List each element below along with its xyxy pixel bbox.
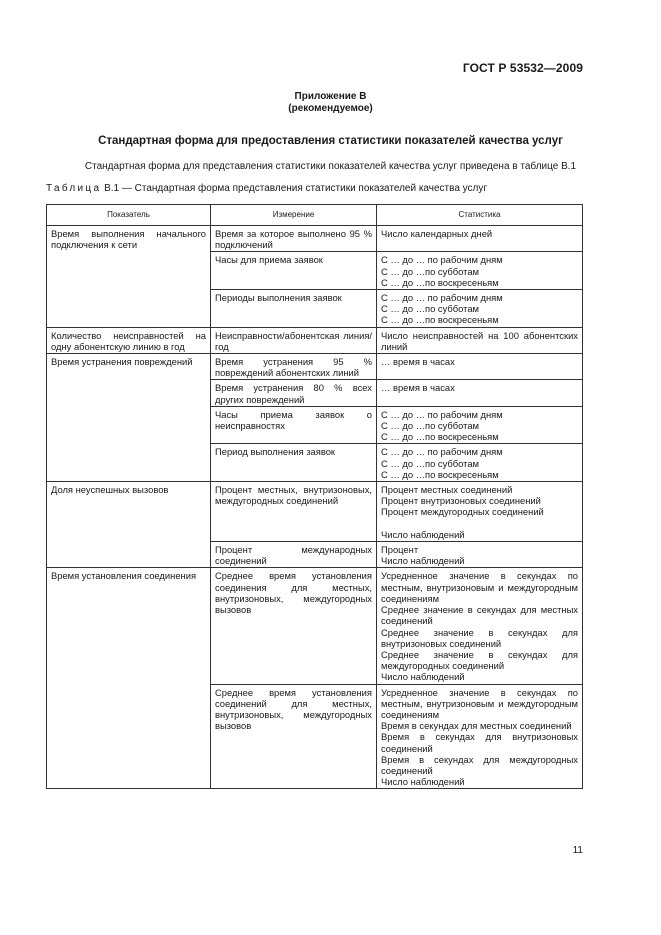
indicator-cell: Время выполнения начального подключения к сети [47, 226, 211, 328]
appendix-title [0, 91, 661, 115]
statistic-line: С … до … по рабочим дням [381, 254, 503, 266]
table-row [47, 568, 583, 684]
indicator-cell: Время установления соединения [47, 568, 211, 789]
statistic-line: С … до …по воскресеньям [381, 468, 499, 480]
statistic-line: С … до …по субботам [381, 265, 479, 277]
indicator-cell: Количество неисправностей на одну абонентскую линию в год [47, 327, 211, 353]
statistics-cell [377, 226, 583, 252]
statistic-line: Число наблюдений [381, 671, 465, 683]
statistic-line: С … до …по субботам [381, 420, 479, 432]
statistic-line: Число неисправностей на 100 абонентских линий [381, 329, 578, 352]
statistic-line: С … до …по воскресеньям [381, 431, 499, 443]
page-number: 11 [572, 845, 583, 856]
table-row [47, 226, 583, 252]
statistic-line: Число наблюдений [381, 555, 465, 567]
table-row [47, 482, 583, 542]
table-header-row [47, 205, 583, 226]
table-row [47, 327, 583, 353]
measure-cell: Неисправности/абонентская линия/год [211, 327, 377, 353]
column-header: Статистика [377, 205, 583, 226]
measure-cell: Часы приема заявок о неисправностях [211, 406, 377, 444]
statistics-cell [377, 380, 583, 406]
measure-cell: Время за которое выполнено 95 % подключений [211, 226, 377, 252]
statistic-line: С … до …по субботам [381, 457, 479, 469]
measure-cell: Время устранения 80 % всех других повреждений [211, 380, 377, 406]
statistic-line: Среднее значение в секундах для междугородных соединений [381, 648, 578, 672]
measure-cell: Среднее время установления соединений для местных, внутризоновых, междугородных вызовов [211, 684, 377, 789]
measure-cell: Часы для приема заявок [211, 252, 377, 290]
table-caption-text: В.1 — Стандартная форма представления статистики показателей качества услуг [101, 183, 488, 194]
statistics-cell [377, 252, 583, 290]
statistic-line: Время в секундах для местных соединений [381, 720, 572, 732]
statistic-line: Время в секундах для междугородных соединений [381, 753, 578, 776]
intro-paragraph: Стандартная форма для представления статистики показателей качества услуг приведена в таблице В.1 [84, 161, 577, 172]
column-header: Измерение [211, 205, 377, 226]
statistics-cell [377, 290, 583, 328]
table-row [47, 354, 583, 380]
statistics-cell [377, 406, 583, 444]
statistic-line: С … до …по субботам [381, 303, 479, 315]
statistics-cell [377, 568, 583, 684]
statistic-line: Среднее значение в секундах для местных соединений [381, 604, 578, 627]
statistic-line: С … до …по воскресеньям [381, 276, 499, 288]
statistic-line: … время в часах [381, 356, 455, 368]
section-heading: Стандартная форма для предоставления статистики показателей качества услуг [98, 135, 563, 147]
statistic-line: С … до … по рабочим дням [381, 292, 503, 304]
statistic-line: С … до …по воскресеньям [381, 314, 499, 326]
statistics-table [46, 204, 583, 789]
measure-cell: Период выполнения заявок [211, 444, 377, 482]
indicator-cell: Время устранения повреждений [47, 354, 211, 482]
statistic-line: Среднее значение в секундах для внутризоновых соединений [381, 626, 578, 649]
statistics-cell [377, 444, 583, 482]
statistic-line [381, 518, 578, 529]
statistic-line: Усредненное значение в секундах по местным, внутризоновым и междугородным соединениям [381, 570, 578, 604]
statistic-line: Время в секундах для внутризоновых соединений [381, 731, 578, 754]
measure-cell: Периоды выполнения заявок [211, 290, 377, 328]
statistics-cell [377, 482, 583, 542]
statistics-cell [377, 354, 583, 380]
statistic-line: С … до … по рабочим дням [381, 408, 503, 420]
statistic-line: Процент местных соединений [381, 484, 513, 496]
column-header: Показатель [47, 205, 211, 226]
statistics-cell [377, 542, 583, 568]
table-caption [46, 183, 487, 194]
statistics-cell [377, 684, 583, 789]
statistic-line: Процент внутризоновых соединений [381, 495, 541, 507]
statistic-line: Число наблюдений [381, 776, 465, 788]
measure-cell: Процент местных, внутризоновых, междугородных соединений [211, 482, 377, 542]
statistic-line: Число календарных дней [381, 228, 493, 239]
statistic-line: Число наблюдений [381, 528, 465, 540]
measure-cell: Время устранения 95 % повреждений абонентских линий [211, 354, 377, 380]
statistic-line: Процент междугородных соединений [381, 506, 544, 518]
table-caption-label: Таблица [46, 183, 102, 194]
measure-cell: Среднее время установления соединения для местных, внутризоновых, междугородных вызовов [211, 568, 377, 684]
statistics-cell [377, 327, 583, 353]
standard-number: ГОСТ Р 53532—2009 [462, 61, 583, 75]
appendix-type: (рекомендуемое) [288, 103, 373, 114]
statistic-line: С … до … по рабочим дням [381, 446, 503, 458]
measure-cell: Процент международных соединений [211, 542, 377, 568]
appendix-label: Приложение В [294, 91, 367, 102]
statistic-line: … время в часах [381, 382, 455, 394]
table-body [47, 226, 583, 789]
indicator-cell: Доля неуспешных вызовов [47, 482, 211, 568]
statistic-line: Усредненное значение в секундах по местным, внутризоновым и междугородным соединениям [381, 686, 578, 720]
statistic-line: Процент [381, 544, 419, 556]
